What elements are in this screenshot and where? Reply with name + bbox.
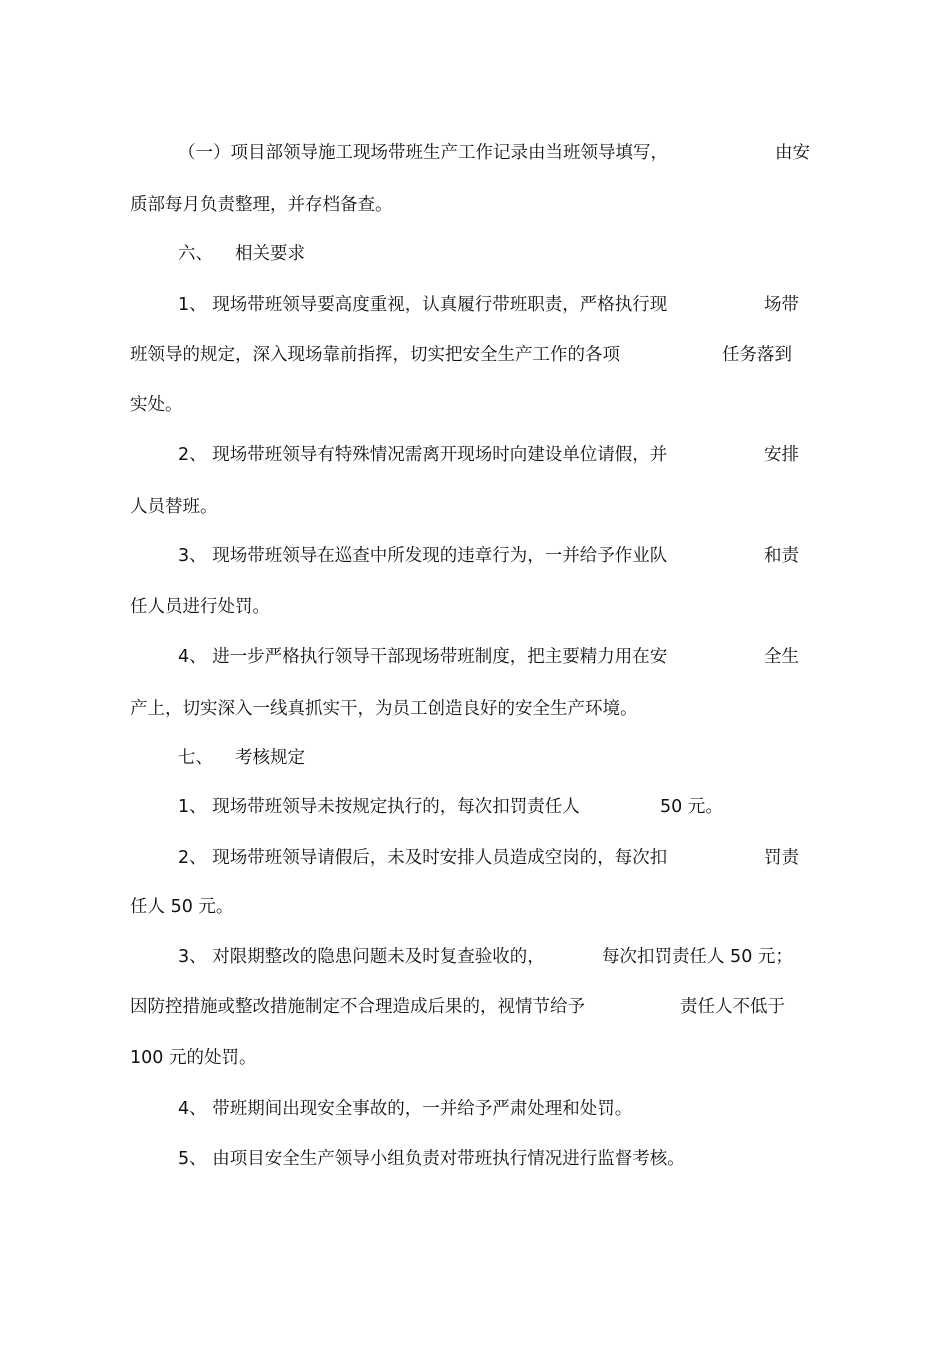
text-segment: 产上，切实深入一线真抓实干，为员工创造良好的安全生产环境。	[130, 699, 638, 719]
text-segment: （一）项目部领导施工现场带班生产工作记录由当班领导填写，	[178, 143, 668, 163]
requirement-1-line-1-end	[764, 294, 799, 316]
text-segment: 50 元。	[660, 797, 723, 817]
rule-4-line-1	[178, 1098, 632, 1120]
requirement-1-line-1	[178, 294, 667, 316]
text-segment: 责任人不低于	[680, 997, 785, 1017]
text-segment: 任人员进行处罚。	[130, 597, 270, 617]
section-heading-six-number	[178, 243, 213, 265]
text-segment: 因防控措施或整改措施制定不合理造成后果的，视情节给予	[130, 997, 585, 1017]
section-heading-six	[235, 243, 305, 265]
text-segment: 班领导的规定，深入现场靠前指挥，切实把安全生产工作的各项	[130, 345, 620, 365]
rule-3-line-2-end	[680, 996, 785, 1018]
requirement-4-line-2	[130, 698, 638, 720]
requirement-3-line-1	[178, 545, 667, 567]
rule-2-line-1	[178, 847, 667, 869]
text-segment: 和责	[764, 546, 799, 566]
rule-3-line-2	[130, 996, 585, 1018]
paragraph-record-line-2	[130, 194, 393, 216]
text-segment: 4、 进一步严格执行领导干部现场带班制度，把主要精力用在安	[178, 647, 668, 667]
requirement-4-line-1	[178, 646, 667, 668]
section-title: 考核规定	[235, 748, 305, 768]
section-number: 六、	[178, 244, 213, 264]
text-segment: 由安	[775, 143, 810, 163]
requirement-1-line-2-end	[722, 344, 792, 366]
text-segment: 罚责	[764, 848, 799, 868]
text-segment: 安排	[764, 445, 799, 465]
text-segment: 3、 现场带班领导在巡查中所发现的违章行为，一并给予作业队	[178, 546, 668, 566]
requirement-1-line-3	[130, 394, 183, 416]
requirement-2-line-1-end	[764, 444, 799, 466]
text-segment: 每次扣罚责任人 50 元；	[602, 947, 793, 967]
text-segment: 质部每月负责整理，并存档备查。	[130, 195, 393, 215]
rule-5-line-1	[178, 1148, 685, 1170]
paragraph-record-line-1	[178, 142, 668, 164]
rule-1-line-1	[178, 796, 580, 818]
text-segment: 人员替班。	[130, 497, 218, 517]
text-segment: 实处。	[130, 395, 183, 415]
text-segment: 1、 现场带班领导未按规定执行的，每次扣罚责任人	[178, 797, 580, 817]
text-segment: 4、 带班期间出现安全事故的，一并给予严肃处理和处罚。	[178, 1099, 633, 1119]
rule-1-line-1-end	[660, 796, 723, 818]
text-segment: 100 元的处罚。	[130, 1048, 257, 1068]
text-segment: 5、 由项目安全生产领导小组负责对带班执行情况进行监督考核。	[178, 1149, 685, 1169]
text-segment: 1、 现场带班领导要高度重视，认真履行带班职责，严格执行现	[178, 295, 668, 315]
text-segment: 全生	[764, 647, 799, 667]
requirement-2-line-2	[130, 496, 218, 518]
section-number: 七、	[178, 748, 213, 768]
requirement-1-line-2	[130, 344, 620, 366]
text-segment: 3、 对限期整改的隐患问题未及时复查验收的，	[178, 947, 545, 967]
text-segment: 任人 50 元。	[130, 897, 234, 917]
requirement-3-line-2	[130, 596, 270, 618]
paragraph-record-line-1-end	[775, 142, 810, 164]
requirement-4-line-1-end	[764, 646, 799, 668]
section-title: 相关要求	[235, 244, 305, 264]
text-segment: 2、 现场带班领导请假后，未及时安排人员造成空岗的，每次扣	[178, 848, 668, 868]
text-segment: 场带	[764, 295, 799, 315]
text-segment: 2、 现场带班领导有特殊情况需离开现场时向建设单位请假，并	[178, 445, 668, 465]
requirement-2-line-1	[178, 444, 667, 466]
rule-2-line-1-end	[764, 847, 799, 869]
rule-2-line-2	[130, 896, 233, 918]
rule-3-line-1	[178, 946, 545, 968]
rule-3-line-1-end	[602, 946, 793, 968]
requirement-3-line-1-end	[764, 545, 799, 567]
section-heading-seven	[235, 747, 305, 769]
text-segment: 任务落到	[722, 345, 792, 365]
section-heading-seven-number	[178, 747, 213, 769]
rule-3-line-3	[130, 1047, 256, 1069]
